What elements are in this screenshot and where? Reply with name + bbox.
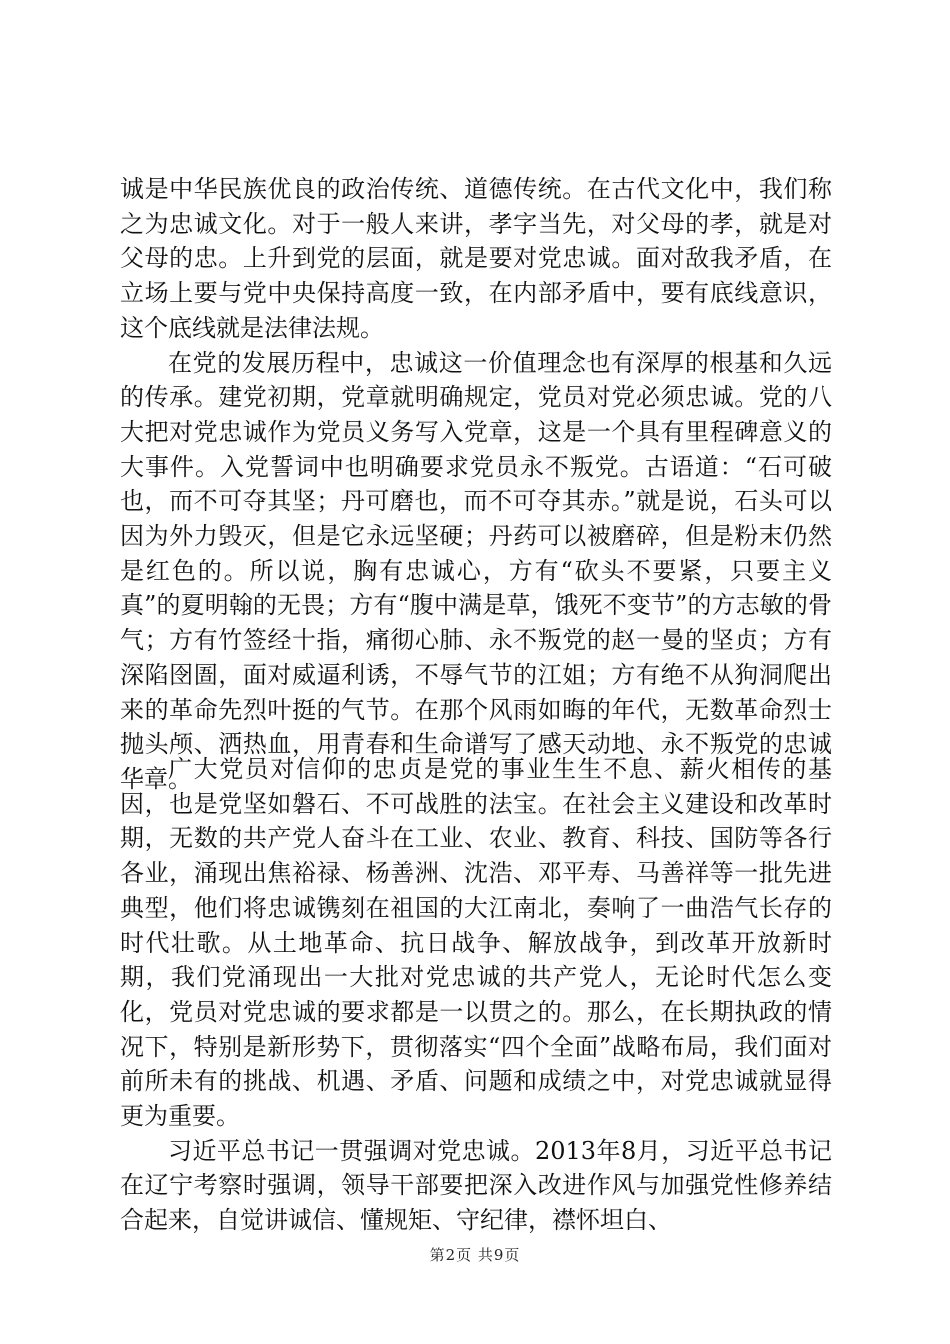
body-text-top: [120, 172, 832, 797]
paragraph-3: 广大党员对信仰的忠贞是党的事业生生不息、薪火相传的基因，也是党坚如磐石、不可战胜的法宝。在社会主义建设和改革时期，无数的共产党人奋斗在工业、农业、教育、科技、国防等各行各业，涌现出焦裕禄、杨善洲、沈浩、邓平寿、马善祥等一批先进典型，他们将忠诚镌刻在祖国的大江南北，奏响了一曲浩气长存的时代壮歌。从土地革命、抗日战争、解放战争，到改革开放新时期，我们党涌现出一大批对党忠诚的共产党人，无论时代怎么变化，党员对党忠诚的要求都是一以贯之的。那么，在长期执政的情况下，特别是新形势下，贯彻落实“四个全面”战略布局，我们面对前所未有的挑战、机遇、矛盾、问题和成绩之中，对党忠诚就显得更为重要。: [120, 755, 832, 1131]
paragraph-2: 在党的发展历程中，忠诚这一价值理念也有深厚的根基和久远的传承。建党初期，党章就明确规定，党员对党必须忠诚。党的八大把对党忠诚作为党员义务写入党章，这是一个具有里程碑意义的大事件。入党誓词中也明确要求党员永不叛党。古语道：“石可破也，而不可夺其坚；丹可磨也，而不可夺其赤。”就是说，石头可以因为外力毁灭，但是它永远坚硬；丹药可以被磨碎，但是粉末仍然是红色的。所以说，胸有忠诚心，方有“砍头不要紧，只要主义真”的夏明翰的无畏；方有“腹中满是草，饿死不变节”的方志敏的骨气；方有竹签经十指，痛彻心肺、永不叛党的赵一曼的坚贞；方有深陷囹圄，面对威逼利诱，不辱气节的江姐；方有绝不从狗洞爬出来的革命先烈叶挺的气节。在那个风雨如晦的年代，无数革命烈士抛头颅、洒热血，用青春和生命谱写了感天动地、永不叛党的忠诚华章。: [120, 348, 832, 793]
paragraph-1: 诚是中华民族优良的政治传统、道德传统。在古代文化中，我们称之为忠诚文化。对于一般人来讲，孝字当先，对父母的孝，就是对父母的忠。上升到党的层面，就是要对党忠诚。面对敌我矛盾，在立场上要与党中央保持高度一致，在内部矛盾中，要有底线意识，这个底线就是法律法规。: [120, 175, 832, 342]
page-footer: 第2页 共9页: [429, 1246, 521, 1264]
body-text-bottom: [120, 752, 832, 1238]
paragraph-4: 习近平总书记一贯强调对党忠诚。2013年8月，习近平总书记在辽宁考察时强调，领导干部要把深入改进作风与加强党性修养结合起来，自觉讲诚信、懂规矩、守纪律，襟怀坦白、: [120, 1136, 832, 1235]
